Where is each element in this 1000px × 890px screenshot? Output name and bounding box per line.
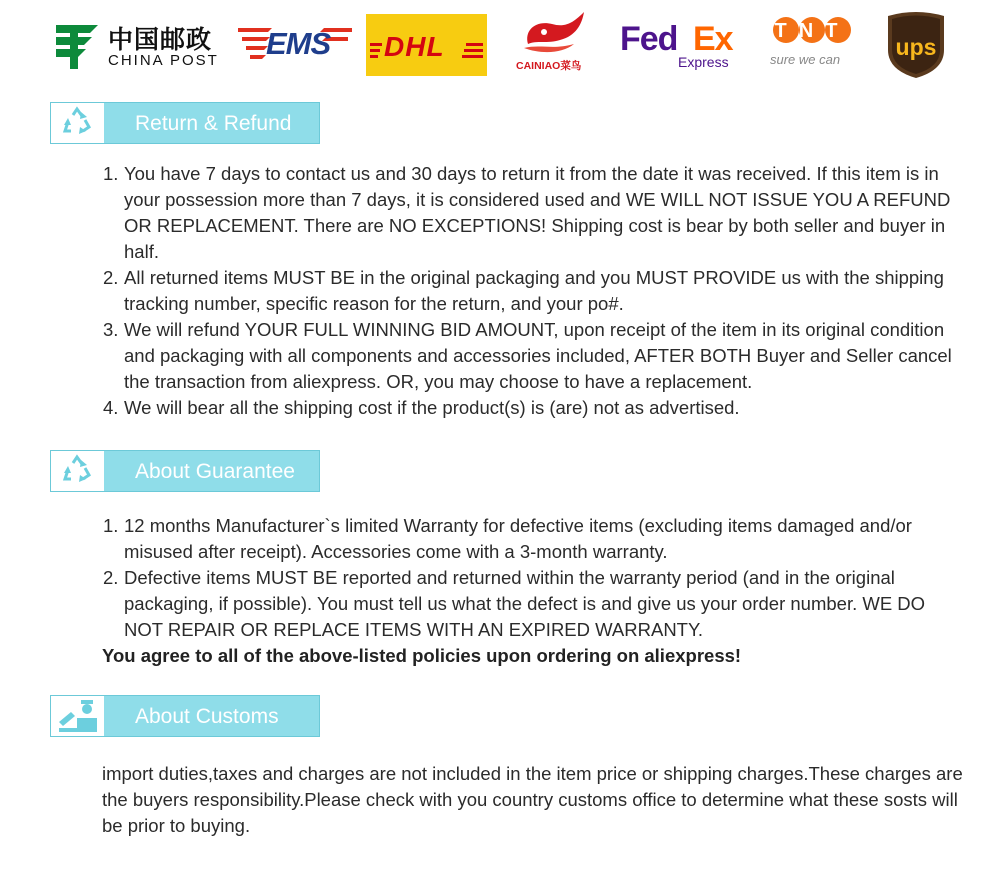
- svg-text:TNT: TNT: [774, 20, 850, 42]
- china-post-logo: [50, 10, 225, 80]
- about-guarantee-header: [50, 450, 320, 492]
- dhl-logo: [366, 10, 487, 80]
- cainiao-bird-icon: [514, 10, 596, 58]
- ups-wordmark: ups: [895, 34, 937, 60]
- fedex-express: Express: [678, 54, 729, 70]
- list-item: 1. 12 months Manufacturer`s limited Warranty for defective items (excluding items damaged and/or misused after receipt). Accessories come with a 3-month warranty.: [103, 515, 912, 562]
- fedex-ex: Ex: [693, 20, 733, 58]
- cainiao-wordmark: CAINIAO菜鸟: [516, 60, 582, 72]
- tnt-letters: [766, 12, 858, 52]
- carrier-logos: [0, 0, 1000, 90]
- list-item: 4. We will bear all the shipping cost if the product(s) is (are) not as advertised.: [103, 397, 740, 418]
- recycle-icon: [51, 103, 104, 143]
- about-customs-header: [50, 695, 320, 737]
- recycle-icon: [51, 451, 104, 491]
- dhl-wordmark: DHL: [384, 31, 445, 62]
- about-guarantee-title: About Guarantee: [135, 460, 295, 483]
- list-item: 1. You have 7 days to contact us and 30 days to return it from the date it was received. If this item is in your possession more than 7 days, it is considered used and WE WILL NOT ISSUE YOU A REFUND OR REPLACEMENT. There are NO EXCEPTIONS! Shipping cost is bear by both seller and buyer in half.: [103, 163, 951, 262]
- policy-agreement: You agree to all of the above-listed policies upon ordering on aliexpress!: [102, 645, 742, 666]
- fedex-logo: [620, 10, 738, 80]
- about-customs-title: About Customs: [135, 705, 279, 728]
- list-item: 3. We will refund YOUR FULL WINNING BID AMOUNT, upon receipt of the item in its original condition and packaging with all components and accessories included, AFTER BOTH Buyer and Seller cancel the transaction from aliexpress. OR, you may choose to have a replacement.: [103, 319, 952, 392]
- return-refund-list: [100, 161, 962, 421]
- return-refund-title: Return & Refund: [135, 112, 292, 135]
- china-post-emblem-icon: [50, 15, 104, 75]
- tnt-logo: [766, 10, 858, 80]
- list-item: 2. All returned items MUST BE in the original packaging and you MUST PROVIDE us with the shipping tracking number, specific reason for the return, and your po#.: [103, 267, 944, 314]
- customs-officer-icon: [51, 696, 104, 736]
- ems-logo: [236, 10, 354, 80]
- china-post-cn: 中国邮政: [108, 26, 213, 54]
- about-guarantee-list: [100, 513, 966, 643]
- ems-wordmark: EMS: [266, 26, 331, 61]
- fedex-fed: Fed: [620, 20, 678, 58]
- ups-logo: [884, 10, 948, 80]
- list-item: 2. Defective items MUST BE reported and returned within the warranty period (and in the original packaging, if possible). You must tell us what the defect is and give us your order number. WE DO NOT REPAIR OR REPLACE ITEMS WITH AN EXPIRED WARRANTY.: [103, 567, 926, 640]
- return-refund-header: [50, 102, 320, 144]
- tnt-tagline: sure we can: [770, 52, 841, 67]
- cainiao-logo: [514, 10, 596, 80]
- china-post-en: CHINA POST: [108, 52, 219, 69]
- customs-paragraph: import duties,taxes and charges are not included in the item price or shipping charges.These charges are the buyers responsibility.Please check with you country customs office to determine what these sosts will be prior to buying.: [102, 763, 963, 836]
